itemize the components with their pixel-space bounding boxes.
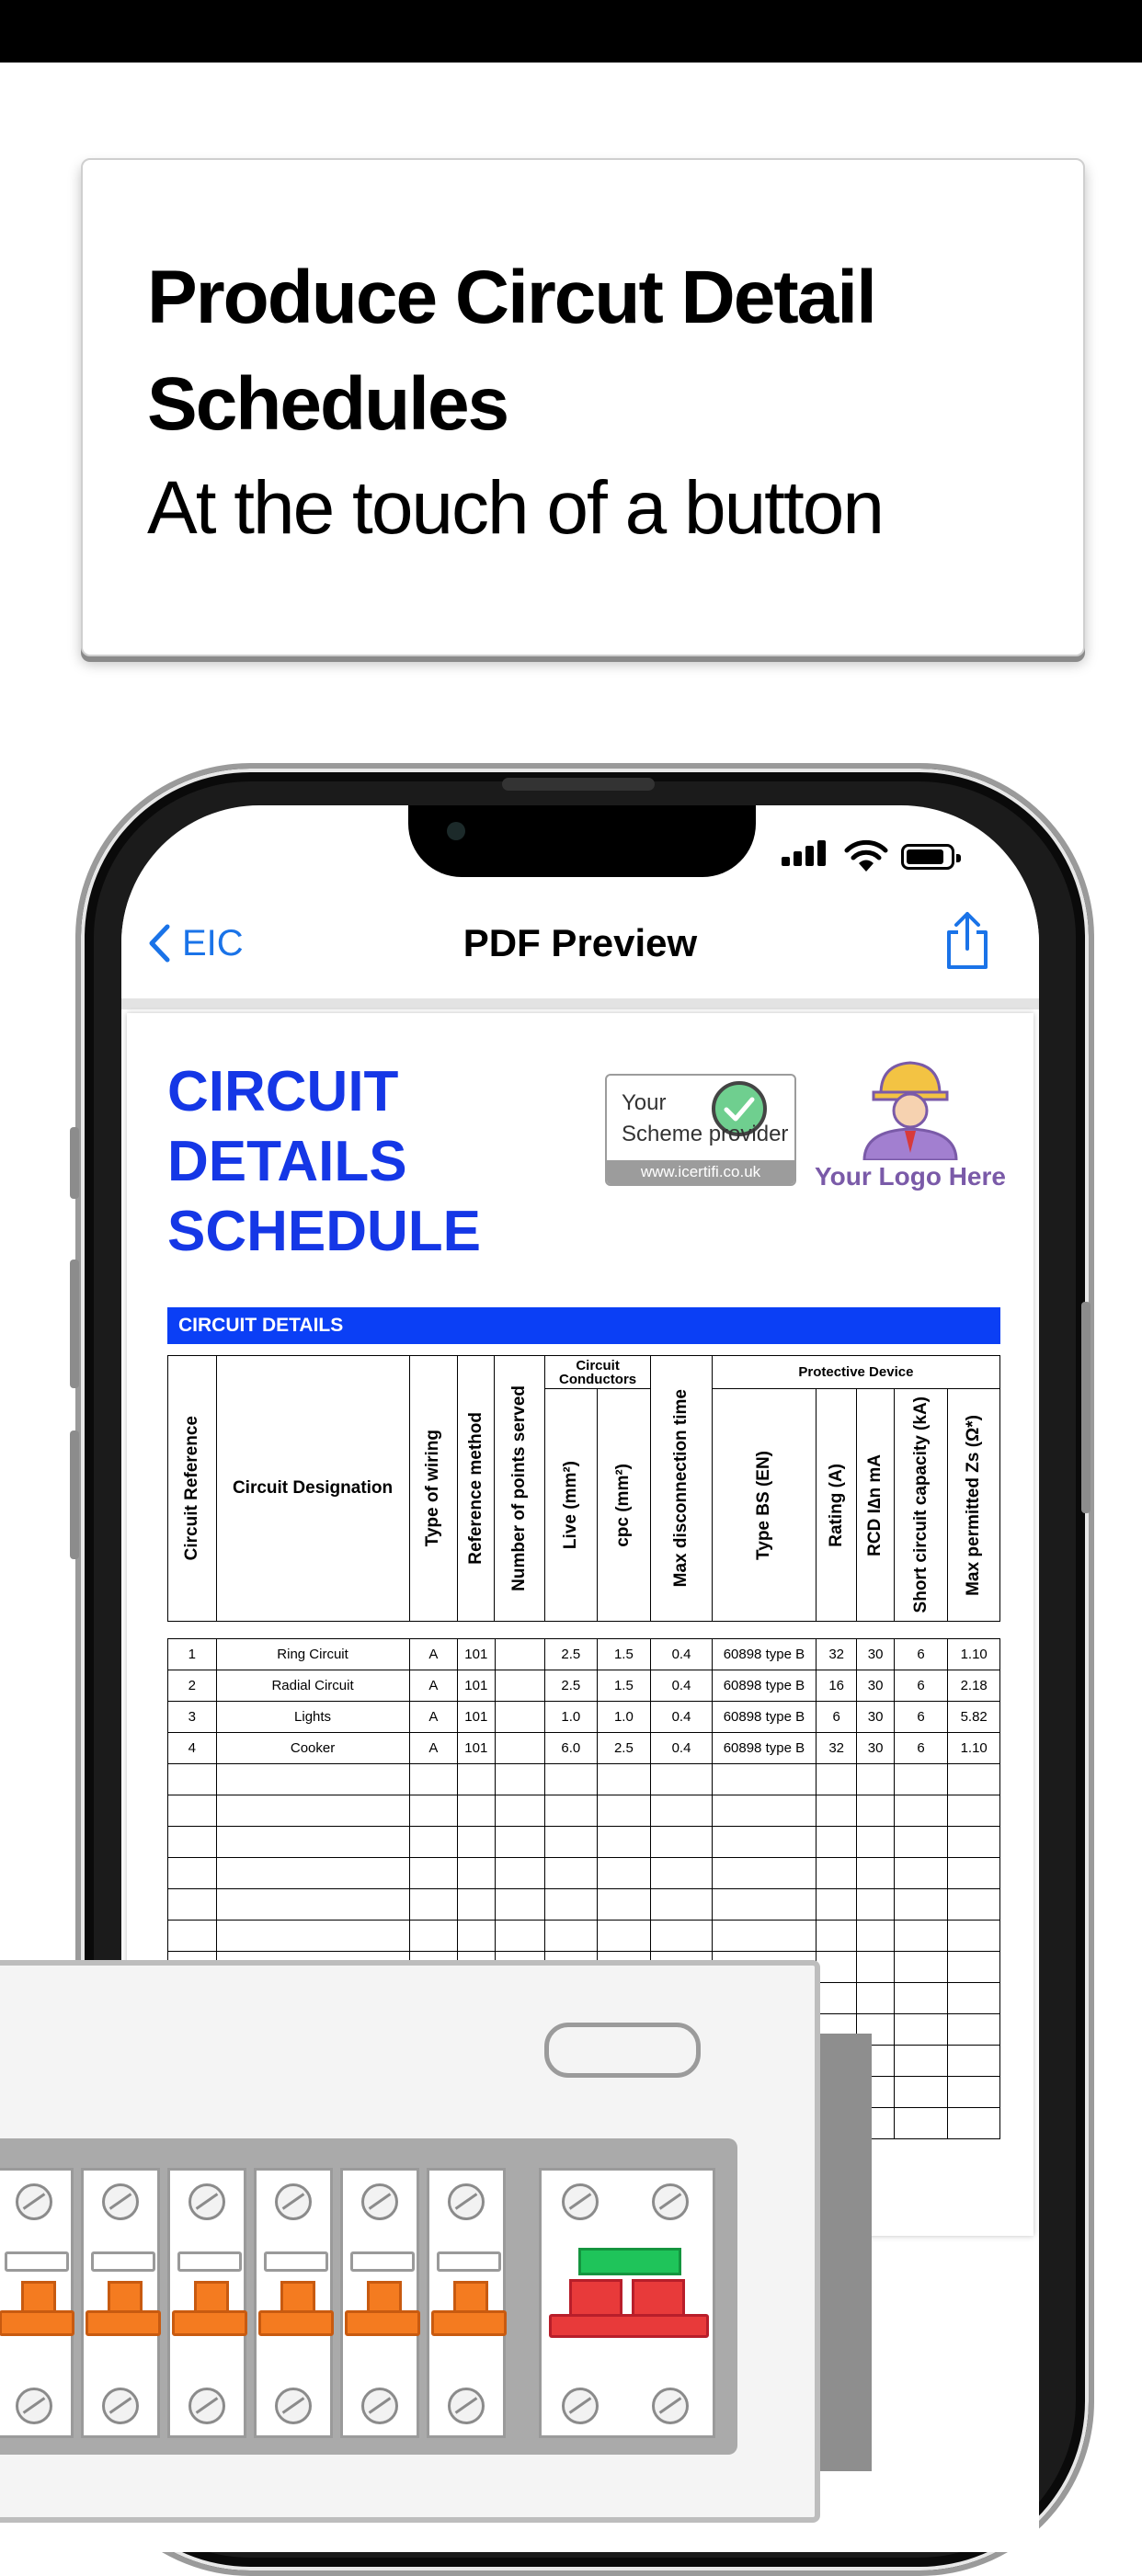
top-black-bar [0,0,1142,63]
screw-icon [448,2388,485,2424]
table-cell [816,1889,856,1921]
back-label: EIC [182,922,244,963]
pdf-title-line-2: DETAILS [167,1130,407,1193]
table-cell [948,1858,1000,1889]
table-cell [409,1827,458,1858]
table-cell: 0.4 [651,1670,713,1702]
table-cell [168,1921,217,1952]
table-cell [168,1827,217,1858]
table-cell [894,1921,948,1952]
table-cell: 2.18 [948,1670,1000,1702]
table-cell: 60898 type B [712,1639,816,1670]
navigation-bar [121,897,1039,1009]
table-cell: 5.82 [948,1702,1000,1733]
table-cell [216,1889,409,1921]
screw-icon [102,2388,139,2424]
table-cell [545,1889,598,1921]
table-cell: 2.5 [545,1639,598,1670]
table-cell [857,1795,894,1827]
header-points-served: Number of points served [509,1385,530,1591]
screw-icon [275,2388,312,2424]
table-row [168,1639,1000,1670]
breaker-label [177,2251,242,2272]
table-cell [545,1827,598,1858]
table-cell: 101 [458,1639,495,1670]
table-cell [597,1921,651,1952]
table-cell [458,1795,495,1827]
wifi-icon [844,838,888,875]
table-cell [597,1764,651,1795]
scheme-url: www.icertifi.co.uk [607,1160,794,1184]
header-type-bs: Type BS (EN) [753,1450,773,1560]
breaker-label [264,2251,328,2272]
table-cell [894,2077,948,2108]
table-cell [495,1921,545,1952]
table-cell [894,1827,948,1858]
table-cell [712,1764,816,1795]
table-cell [948,1889,1000,1921]
breaker-toggle-base [172,2310,247,2336]
table-cell [651,1795,713,1827]
table-cell [712,1889,816,1921]
table-cell: 1 [168,1639,217,1670]
table-cell [458,1827,495,1858]
table-cell [948,2108,1000,2139]
breaker-label [5,2251,69,2272]
table-cell [545,1764,598,1795]
table-cell [495,1702,545,1733]
table-cell [894,2046,948,2077]
table-cell [597,1889,651,1921]
camera-icon [447,822,465,840]
table-cell [409,1858,458,1889]
header-max-disconnection: Max disconnection time [670,1389,691,1588]
scheme-line-2: Scheme provider [622,1122,789,1146]
table-cell [816,1795,856,1827]
consumer-unit-slot [544,2023,701,2078]
table-cell: 1.5 [597,1670,651,1702]
battery-icon [901,844,954,870]
table-cell [712,1858,816,1889]
table-cell [857,1952,894,1983]
header-protective-device: Protective Device [712,1356,999,1389]
signal-bar-3 [805,846,814,866]
table-cell: 60898 type B [712,1702,816,1733]
table-cell: 2 [168,1670,217,1702]
breaker-toggle-base [258,2310,334,2336]
table-cell: A [409,1670,458,1702]
table-cell: 30 [857,1639,894,1670]
phone-mute-switch [70,1127,79,1199]
table-cell [651,1889,713,1921]
table-cell [857,1889,894,1921]
phone-speaker [502,778,655,791]
table-cell [894,1889,948,1921]
screw-icon [16,2183,52,2220]
screw-icon [16,2388,52,2424]
table-cell: 30 [857,1702,894,1733]
table-cell [948,1983,1000,2014]
table-cell [545,1921,598,1952]
table-cell [495,1858,545,1889]
table-cell [816,1827,856,1858]
table-cell: 2.5 [545,1670,598,1702]
headline-card [81,158,1085,656]
scheme-line-1: Your [622,1090,667,1115]
table-cell [816,1858,856,1889]
rcd-toggle-base [549,2314,709,2338]
scheme-provider-badge [605,1074,796,1186]
table-cell: 32 [816,1733,856,1764]
nav-title: PDF Preview [463,921,698,964]
status-bar [782,838,975,872]
table-cell: A [409,1639,458,1670]
table-cell [894,1952,948,1983]
screw-icon [562,2388,599,2424]
table-cell [894,1858,948,1889]
table-cell: 1.10 [948,1733,1000,1764]
table-cell [168,1858,217,1889]
logo-text: Your Logo Here [815,1162,1006,1191]
circuit-table-header [167,1355,1000,1622]
table-cell [495,1764,545,1795]
table-cell: 0.4 [651,1733,713,1764]
screw-icon [275,2183,312,2220]
table-cell [495,1889,545,1921]
table-cell [458,1858,495,1889]
phone-volume-up-button [70,1260,79,1388]
table-cell: 101 [458,1733,495,1764]
headline-subtitle: At the touch of a button [147,466,883,550]
header-live: Live (mm²) [560,1460,580,1550]
table-cell [857,1827,894,1858]
table-cell [495,1639,545,1670]
table-cell: 0.4 [651,1702,713,1733]
table-cell [651,1921,713,1952]
table-cell [894,2108,948,2139]
screw-icon [361,2388,398,2424]
signal-bar-4 [817,840,826,866]
table-cell: 6.0 [545,1733,598,1764]
screw-icon [448,2183,485,2220]
breaker-toggle-base [431,2310,507,2336]
table-cell [712,1827,816,1858]
breaker-toggle-base [86,2310,161,2336]
table-cell: 101 [458,1702,495,1733]
share-icon[interactable] [942,910,993,971]
table-row [168,1858,1000,1889]
table-cell: 3 [168,1702,217,1733]
table-cell: 60898 type B [712,1670,816,1702]
header-reference-method: Reference method [465,1412,485,1565]
circuit-breaker [81,2168,160,2438]
table-cell: 16 [816,1670,856,1702]
table-cell [168,1795,217,1827]
screw-icon [188,2388,225,2424]
phone-volume-down-button [70,1430,79,1559]
circuit-breaker [0,2168,74,2438]
table-cell [458,1889,495,1921]
table-cell: 6 [816,1702,856,1733]
table-cell [409,1795,458,1827]
table-cell [597,1827,651,1858]
header-cpc: cpc (mm²) [613,1463,634,1547]
table-cell [651,1858,713,1889]
breaker-label [437,2251,501,2272]
table-cell [948,2046,1000,2077]
table-cell [712,1921,816,1952]
company-logo [809,1057,1011,1204]
table-cell: Ring Circuit [216,1639,409,1670]
table-cell: 60898 type B [712,1733,816,1764]
table-cell [216,1827,409,1858]
header-type-of-wiring: Type of wiring [423,1430,443,1547]
table-cell [948,2077,1000,2108]
table-cell: A [409,1702,458,1733]
header-short-circuit: Short circuit capacity (kA) [910,1396,931,1613]
headline-title: Produce Circut Detail Schedules [147,256,875,446]
circuit-breaker [427,2168,506,2438]
breaker-label [350,2251,415,2272]
table-cell [651,1764,713,1795]
phone-notch [408,805,756,877]
phone-power-button [1081,1302,1091,1513]
table-cell [458,1921,495,1952]
table-cell [894,2014,948,2046]
table-cell: 1.0 [597,1702,651,1733]
table-cell [948,1795,1000,1827]
header-rating: Rating (A) [826,1463,846,1547]
table-cell [712,1795,816,1827]
table-cell: 0.4 [651,1639,713,1670]
table-cell [948,1827,1000,1858]
table-cell [597,1795,651,1827]
table-cell [545,1858,598,1889]
table-cell [495,1670,545,1702]
table-cell [495,1733,545,1764]
header-max-zs: Max permitted Zs (Ω*) [964,1414,984,1596]
table-cell [948,1952,1000,1983]
table-cell [168,1889,217,1921]
table-row [168,1733,1000,1764]
table-cell [894,1795,948,1827]
table-cell: 32 [816,1639,856,1670]
table-row [168,1889,1000,1921]
table-cell: 1.5 [597,1639,651,1670]
header-circuit-conductors: Circuit Conductors [545,1356,651,1389]
pdf-title-line-1: CIRCUIT [167,1060,399,1123]
table-cell: 1.0 [545,1702,598,1733]
table-cell [545,1795,598,1827]
table-cell [948,2014,1000,2046]
table-cell: 2.5 [597,1733,651,1764]
table-row [168,1670,1000,1702]
table-cell [816,1952,856,1983]
table-cell [409,1889,458,1921]
breaker-toggle-base [0,2310,74,2336]
table-cell [857,1764,894,1795]
table-cell: 4 [168,1733,217,1764]
table-cell [458,1764,495,1795]
table-cell: 6 [894,1733,948,1764]
header-rcd: RCD I∆n mA [865,1453,885,1556]
table-cell: 6 [894,1670,948,1702]
table-cell [168,1764,217,1795]
table-cell: 6 [894,1702,948,1733]
circuit-breaker [167,2168,246,2438]
table-cell [816,1764,856,1795]
table-row [168,1921,1000,1952]
screw-icon [361,2183,398,2220]
table-cell [651,1827,713,1858]
table-cell [857,1858,894,1889]
rcd-test-indicator [578,2248,681,2275]
table-row [168,1702,1000,1733]
screw-icon [652,2388,689,2424]
table-cell: Radial Circuit [216,1670,409,1702]
table-cell: 30 [857,1670,894,1702]
engineer-icon [809,1057,1011,1160]
table-row [168,1827,1000,1858]
table-cell: 6 [894,1639,948,1670]
table-cell [216,1764,409,1795]
signal-bar-1 [782,857,790,866]
table-row [168,1764,1000,1795]
section-header: CIRCUIT DETAILS [167,1307,1000,1344]
screw-icon [102,2183,139,2220]
table-cell [948,1921,1000,1952]
table-cell [409,1764,458,1795]
pdf-title [167,1057,481,1267]
breaker-label [91,2251,155,2272]
table-cell: 1.10 [948,1639,1000,1670]
screw-icon [652,2183,689,2220]
table-cell: Lights [216,1702,409,1733]
table-cell [857,1921,894,1952]
table-cell: Cooker [216,1733,409,1764]
table-cell: 30 [857,1733,894,1764]
table-cell [216,1795,409,1827]
table-cell [409,1921,458,1952]
circuit-breaker [254,2168,333,2438]
table-cell: 101 [458,1670,495,1702]
screw-icon [562,2183,599,2220]
table-cell: A [409,1733,458,1764]
screw-icon [188,2183,225,2220]
table-cell [948,1764,1000,1795]
header-circuit-reference: Circuit Reference [181,1416,201,1561]
table-cell [816,1983,856,2014]
pdf-title-line-3: SCHEDULE [167,1200,482,1263]
circuit-breaker [340,2168,419,2438]
table-cell [216,1921,409,1952]
table-row [168,1795,1000,1827]
table-cell [495,1795,545,1827]
header-circuit-designation: Circuit Designation [216,1356,409,1622]
breaker-toggle-base [345,2310,420,2336]
table-cell [894,1764,948,1795]
table-cell [495,1827,545,1858]
table-cell [816,1921,856,1952]
table-cell [894,1983,948,2014]
table-cell [597,1858,651,1889]
table-cell [857,1983,894,2014]
signal-bar-2 [794,851,802,866]
table-cell [216,1858,409,1889]
rcd-switch [539,2168,715,2438]
